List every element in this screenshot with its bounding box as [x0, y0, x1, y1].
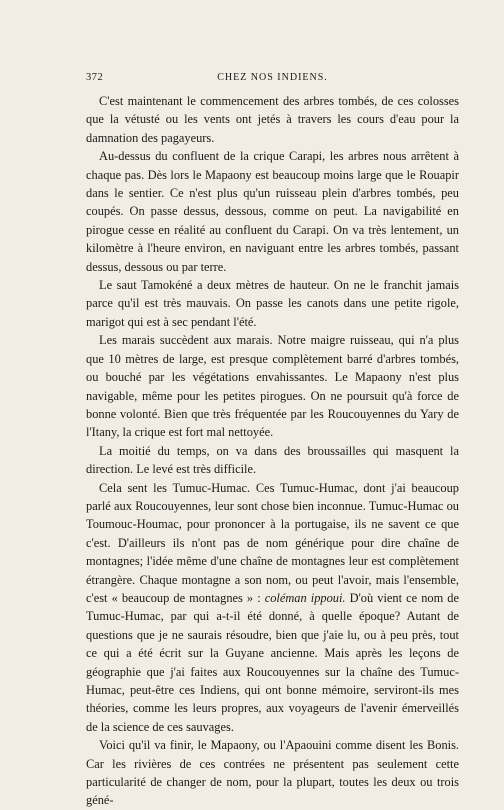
paragraph-5: La moitié du temps, on va dans des broussailles qui masquent la direction. Le levé est très difficile.: [86, 443, 459, 477]
running-title: CHEZ NOS INDIENS.: [217, 72, 328, 83]
paragraph-1: C'est maintenant le commencement des arbres tombés, de ces colosses que la vétusté ou les vents ont jetés à travers les cours d'eau pour la damnation des pagayeurs.: [86, 94, 459, 145]
body-text: [86, 92, 459, 810]
paragraph-4: Les marais succèdent aux marais. Notre maigre ruisseau, qui n'a plus que 10 mètres de large, est presque complètement barré d'arbres tombés, ou bouché par les végétations envahissantes. Le Mapaony n'est plus navigable, même pour les petites pirogues. On ne poursuit qu'à force de bonne volonté. Bien que très fréquentée par les Roucouyennes du Yary de l'Itany, la crique est fort mal nettoyée.: [86, 333, 459, 440]
paragraph-6-text-start: Cela sent les Tumuc-Humac. Ces Tumuc-Humac, dont j'ai beaucoup parlé aux Roucouyennes, leur sont chose bien inconnue. Tumuc-Humac ou Toumouc-Houmac, pour prononcer à la portugaise, ils ne savent ce que c'est. D'ailleurs ils n'ont pas de nom générique pour dire chaîne de montagnes; l'idée même d'une chaîne de montagnes leur est complètement étrangère. Chaque montagne a son nom, ou peut l'avoir, mais l'ensemble, c'est « beaucoup de montagnes » :: [86, 480, 459, 605]
paragraph-7: Voici qu'il va finir, le Mapaony, ou l'Apaouini comme disent les Bonis. Car les rivières de ces contrées ne présentent pas seulement cette particularité de changer de nom, pour la plupart, toutes les deux ou trois géné-: [86, 738, 459, 808]
paragraph-6: [86, 479, 459, 737]
running-header: [86, 68, 459, 88]
paragraph-6-italic-phrase: coléman ippoui.: [264, 590, 346, 605]
paragraph-6-text-end: D'où vient ce nom de Tumuc-Humac, par qui a-t-il été donné, à quelle époque? Autant de questions que je ne saurais résoudre, bien que j'aie lu, ou à peu près, tout ce qui a été écrit sur la Guyane ancienne. Mais après les leçons de géographie que j'ai faites aux Roucouyennes sur la chaîne des Tumuc-Humac, peut-être ces Indiens, qui ont bonne mémoire, serviront-ils mes théories, comme les leurs propres, aux voyageurs de l'avenir émerveillés de la science de ces sauvages.: [86, 590, 459, 734]
paragraph-3: Le saut Tamokéné a deux mètres de hauteur. On ne le franchit jamais parce qu'il est très mauvais. On passe les canots dans une petite rigole, marigot qui est à sec pendant l'été.: [86, 278, 459, 329]
page-number: 372: [86, 72, 104, 83]
paragraph-2: Au-dessus du confluent de la crique Carapi, les arbres nous arrêtent à chaque pas. Dès lors le Mapaony est beaucoup moins large que le Rouapir dans le sentier. Ce n'est plus qu'un ruisseau plein d'arbres tombés, peu coupés. On passe dessus, dessous, comme on peut. La navigabilité en pirogue cesse en réalité au confluent du Carapi. On va très lentement, un kilomètre à l'heure environ, en naviguant entre les arbres tombés, passant dessus, dessous ou par terre.: [86, 149, 459, 274]
